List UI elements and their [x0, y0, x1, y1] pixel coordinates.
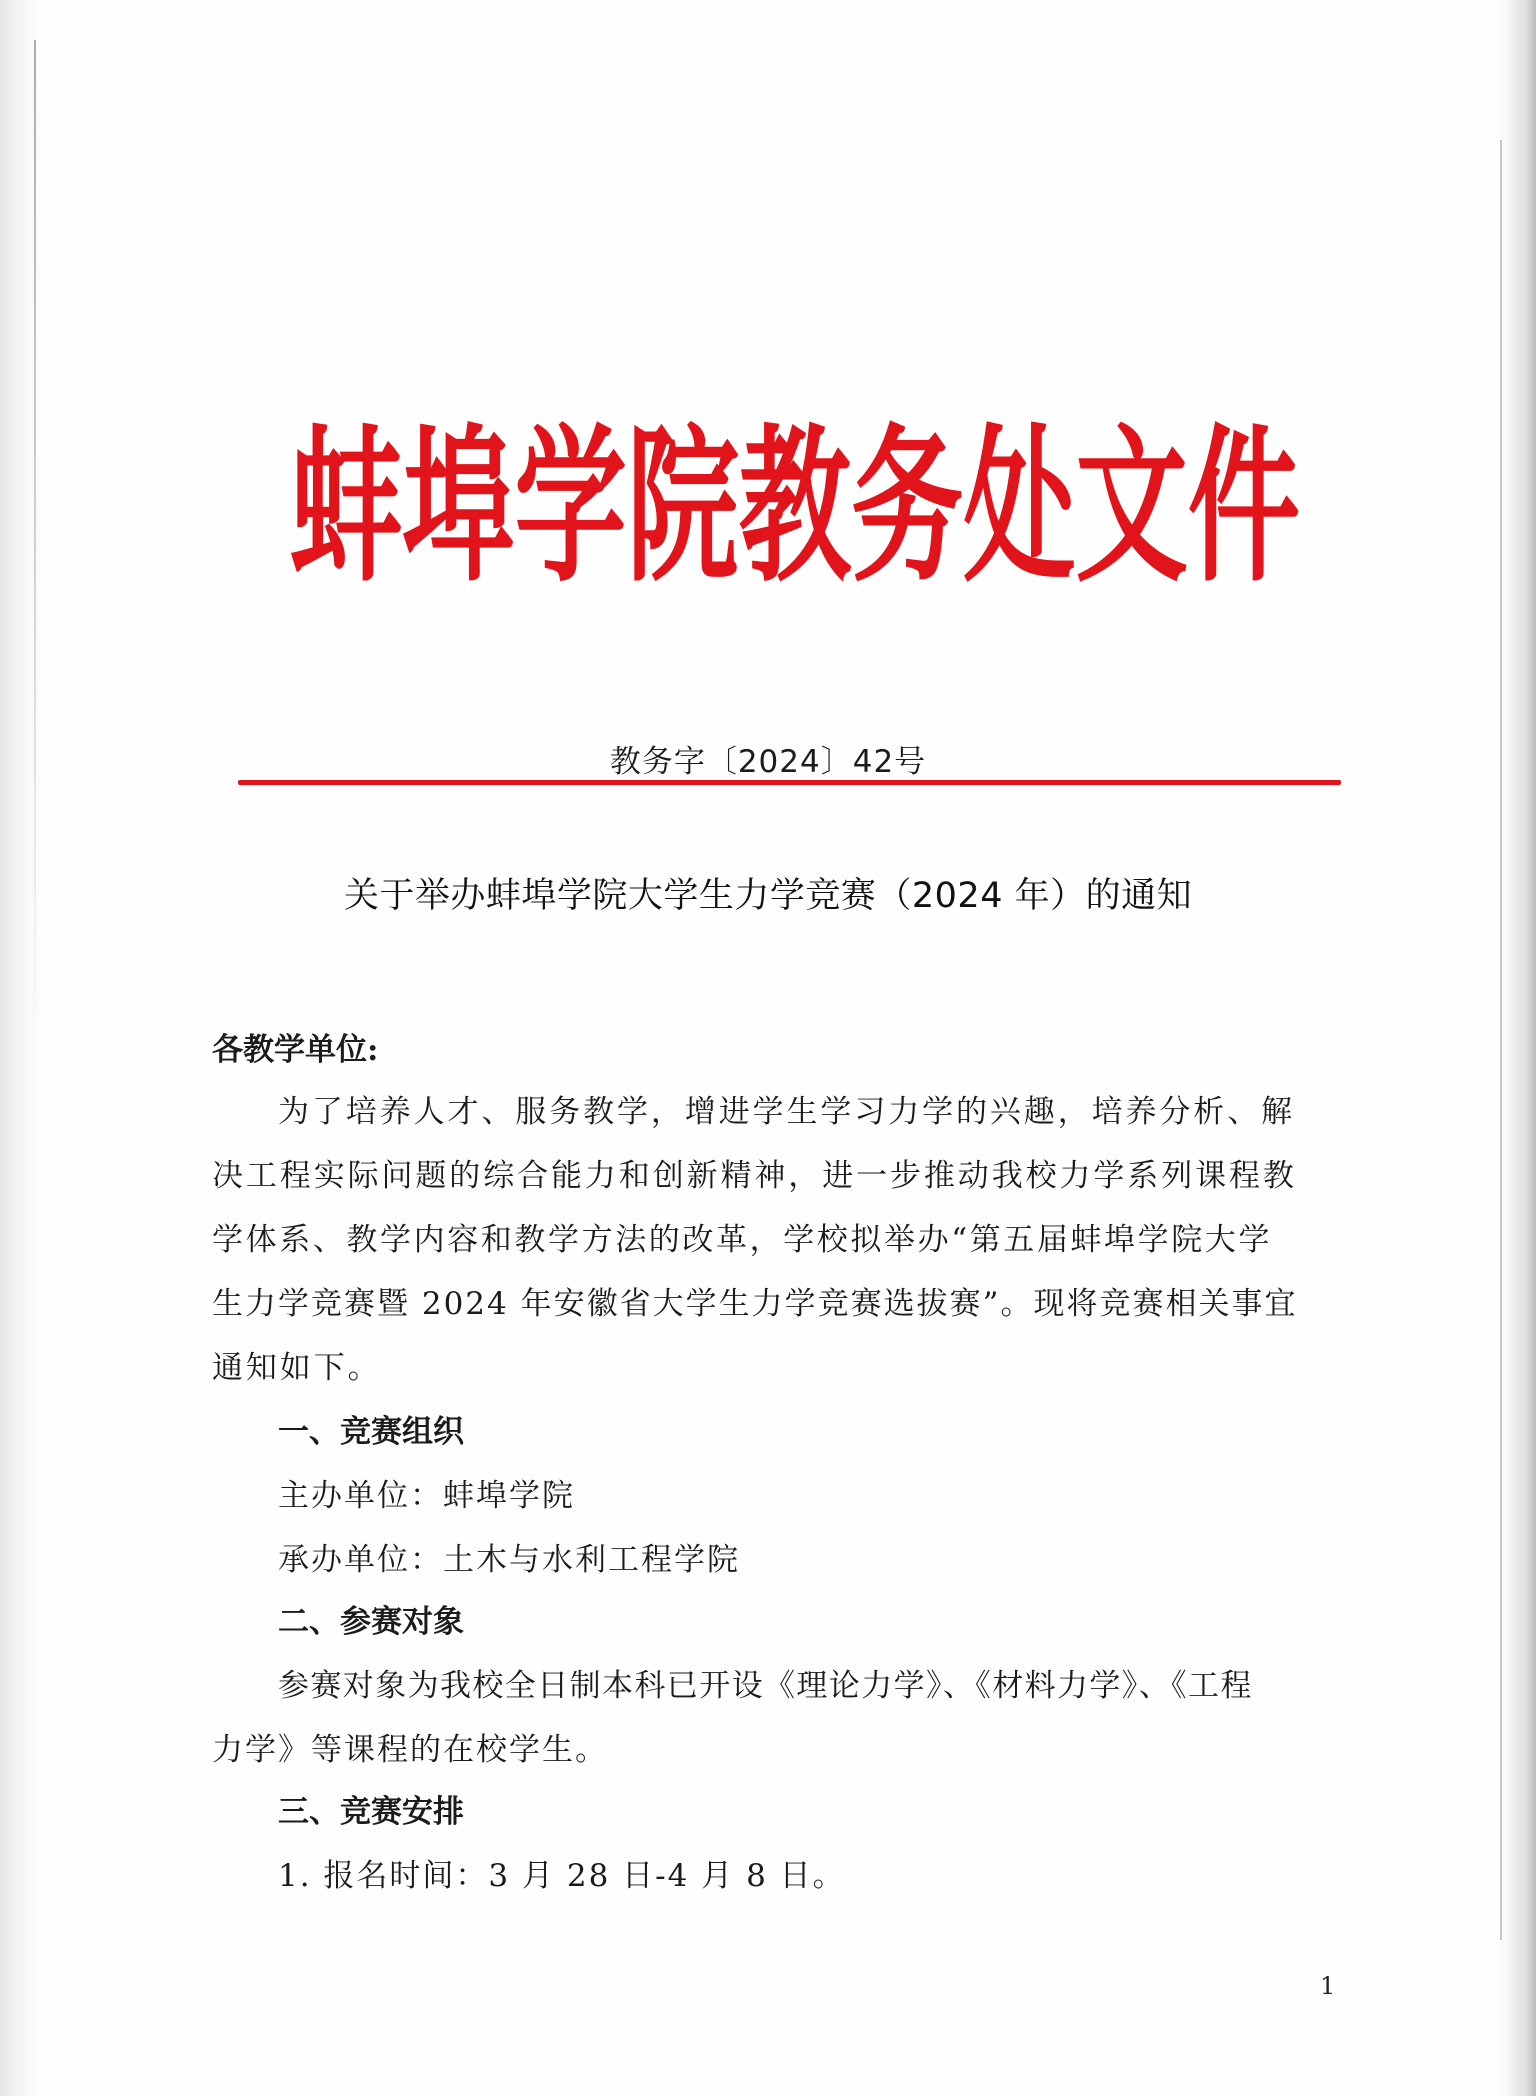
document-number: 教务字〔2024〕42号	[609, 744, 927, 780]
participants-line-2: 力学》等课程的在校学生。	[212, 1732, 608, 1768]
letterhead-title	[270, 395, 1320, 625]
intro-line-3: 学体系、教学内容和教学方法的改革，学校拟举办“第五届蚌埠学院大学	[212, 1222, 1273, 1258]
undertaker-line: 承办单位：土木与水利工程学院	[278, 1542, 740, 1578]
section-heading-2: 二、参赛对象	[278, 1604, 464, 1640]
section-heading-3: 三、竞赛安排	[278, 1794, 464, 1830]
intro-line-5: 通知如下。	[212, 1350, 382, 1386]
intro-line-4: 生力学竞赛暨 2024 年安徽省大学生力学竞赛选拔赛”。现将竞赛相关事宜	[212, 1286, 1298, 1322]
red-divider-rule	[238, 780, 1341, 785]
scan-edge-right	[1496, 0, 1536, 2096]
notice-title: 关于举办蚌埠学院大学生力学竞赛（2024 年）的通知	[343, 876, 1193, 916]
schedule-item-1: 1. 报名时间：3 月 28 日-4 月 8 日。	[278, 1858, 846, 1894]
page-number: 1	[1320, 1972, 1336, 2000]
intro-line-2: 决工程实际问题的综合能力和创新精神，进一步推动我校力学系列课程教	[212, 1158, 1297, 1194]
letterhead-title-text: 蚌埠学院教务处文件	[290, 409, 1300, 605]
scan-fold-line-right	[1500, 140, 1502, 1940]
salutation: 各教学单位:	[212, 1032, 379, 1068]
organizer-line: 主办单位：蚌埠学院	[278, 1478, 575, 1514]
participants-line-1: 参赛对象为我校全日制本科已开设《理论力学》、《材料力学》、《工程	[278, 1668, 1253, 1704]
intro-line-1: 为了培养人才、服务教学，增进学生学习力学的兴趣，培养分析、解	[278, 1094, 1295, 1130]
section-heading-1: 一、竞赛组织	[278, 1414, 464, 1450]
